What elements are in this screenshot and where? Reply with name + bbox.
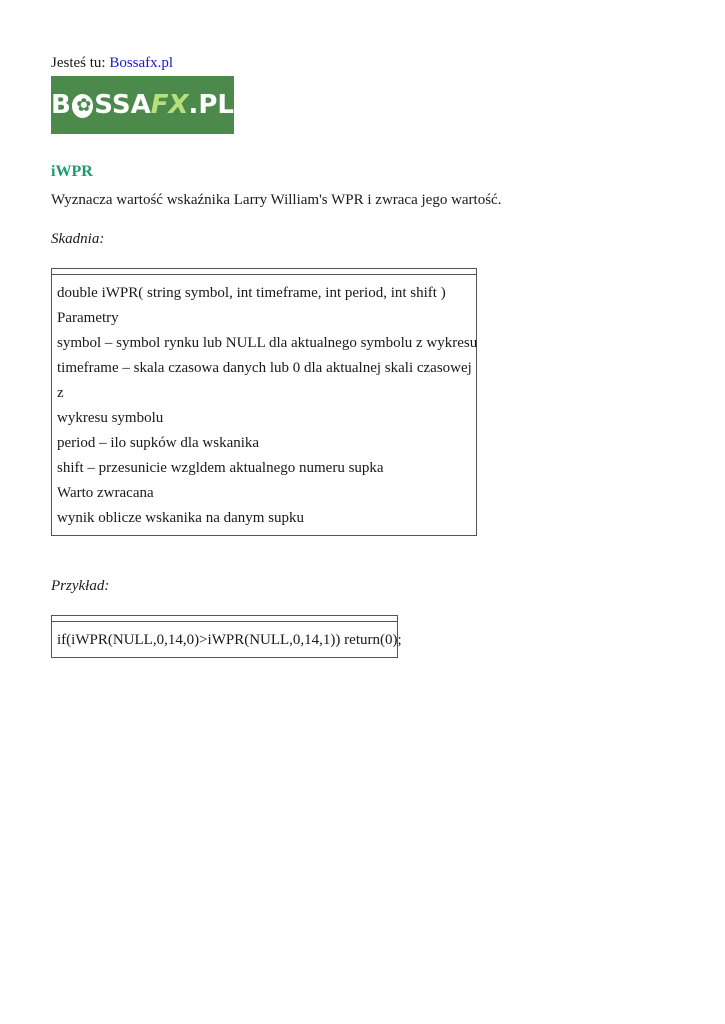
- breadcrumb: [51, 53, 173, 73]
- syntax-box: [51, 268, 477, 536]
- syntax-line: Parametry: [57, 310, 119, 326]
- syntax-line: wykresu symbolu: [57, 410, 164, 426]
- logo-text-ssa: SSA: [94, 90, 151, 120]
- syntax-line: shift – przesunicie wzgldem aktualnego numeru supka: [57, 460, 384, 476]
- syntax-line: Warto zwracana: [57, 485, 154, 501]
- bossafx-logo[interactable]: [51, 76, 234, 134]
- syntax-line: period – ilo supków dla wskanika: [57, 435, 260, 451]
- syntax-label: Skadnia:: [51, 231, 105, 247]
- syntax-line: z: [57, 385, 64, 401]
- logo-text-pl: .PL: [188, 90, 234, 120]
- logo-text-b: B: [51, 90, 71, 120]
- example-box: [51, 615, 402, 658]
- page-description: Wyznacza wartość wskaźnika Larry William's WPR i zwraca jego wartość.: [51, 192, 502, 208]
- example-label: Przykład:: [51, 578, 110, 594]
- syntax-line: timeframe – skala czasowa danych lub 0 dla aktualnej skali czasowej: [57, 360, 472, 376]
- logo-text-fx: FX: [150, 90, 189, 120]
- page-title: iWPR: [51, 163, 93, 180]
- syntax-line: symbol – symbol rynku lub NULL dla aktualnego symbolu z wykresu: [57, 335, 478, 351]
- clover-icon: [72, 94, 93, 118]
- breadcrumb-prefix: Jesteś tu:: [51, 55, 106, 71]
- syntax-line: double iWPR( string symbol, int timeframe, int period, int shift ): [57, 285, 446, 301]
- syntax-line: wynik oblicze wskanika na danym supku: [57, 510, 305, 526]
- breadcrumb-link[interactable]: Bossafx.pl: [109, 55, 174, 71]
- example-line: if(iWPR(NULL,0,14,0)>iWPR(NULL,0,14,1)) return(0);: [57, 632, 402, 648]
